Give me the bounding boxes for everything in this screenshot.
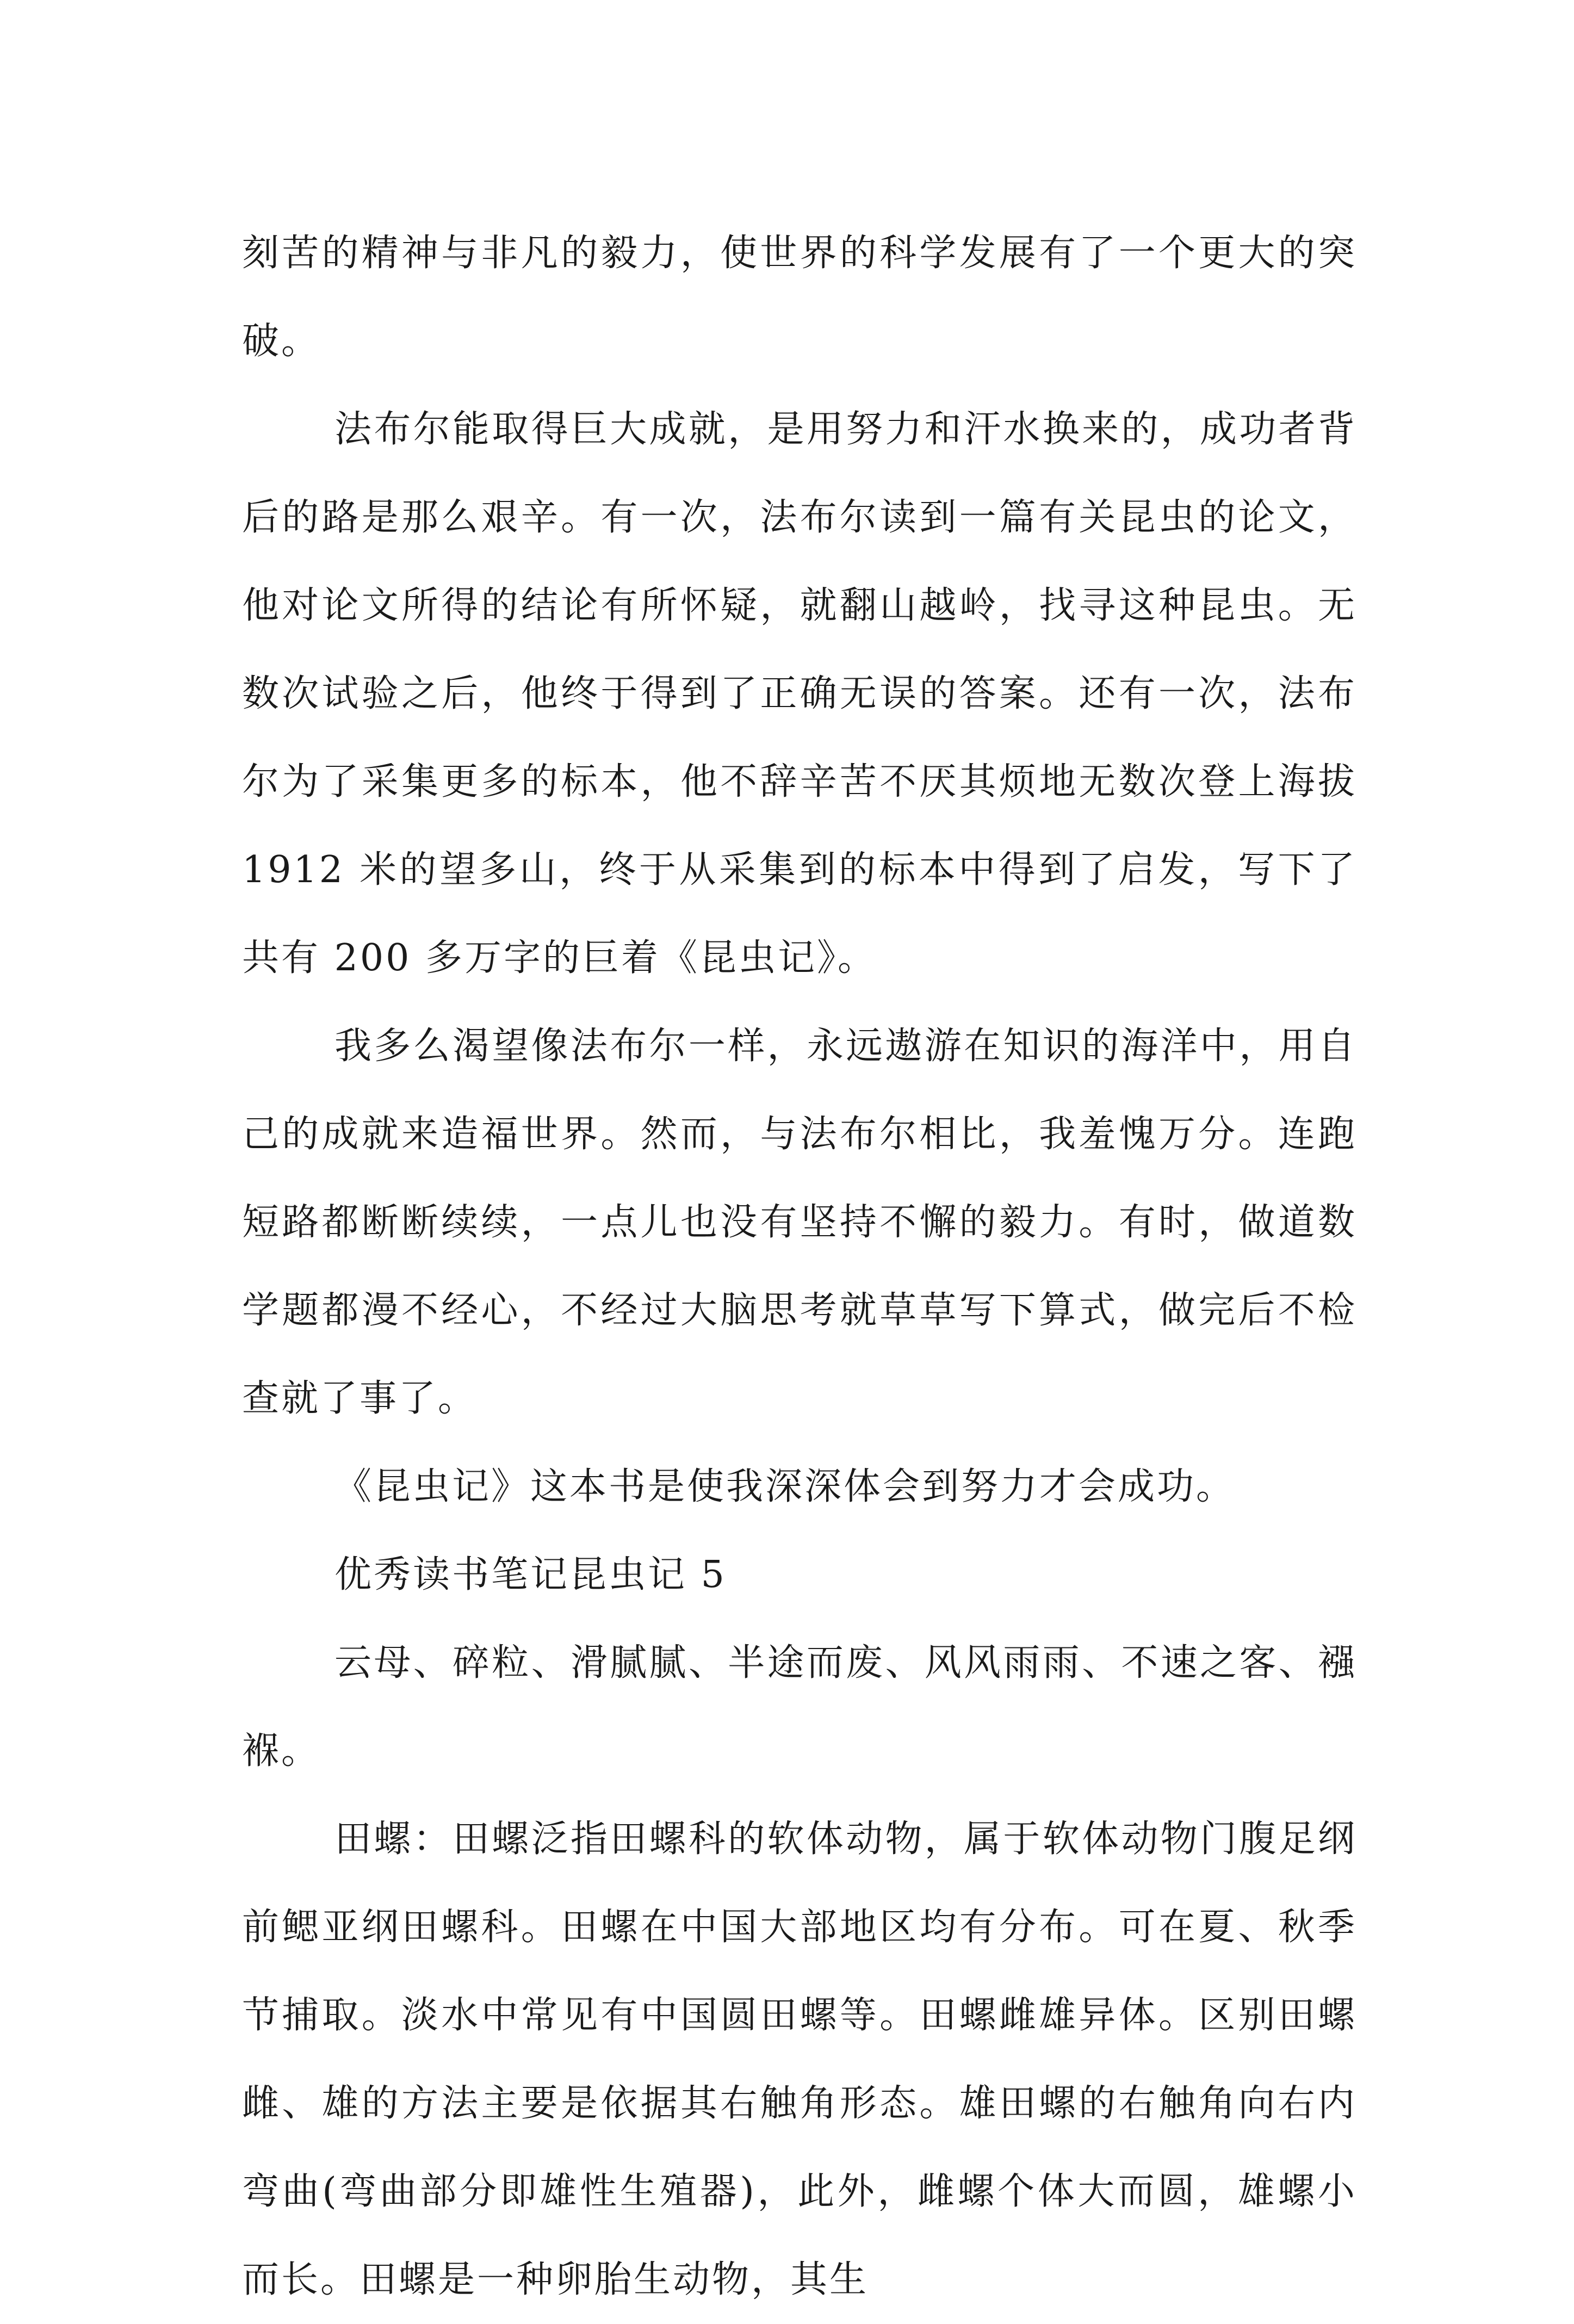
paragraph-tianluo: 田螺：田螺泛指田螺科的软体动物，属于软体动物门腹足纲前鳃亚纲田螺科。田螺在中国大部地区均有分布。可在夏、秋季节捕取。淡水中常见有中国圆田螺等。田螺雌雄异体。区别田螺雌、雄的方法主要是依据其右触角形态。雄田螺的右触角向右内弯曲(弯曲部分即雄性生殖器)，此外，雌螺个体大而圆，雄螺小而长。田螺是一种卵胎生动物，其生 — [242, 1818, 1357, 2301]
paragraph-1: 刻苦的精神与非凡的毅力，使世界的科学发展有了一个更大的突破。 — [242, 232, 1357, 363]
document-body — [242, 209, 1357, 2324]
section-heading: 优秀读书笔记昆虫记 5 — [334, 1553, 727, 1596]
paragraph-vocabulary: 云母、碎粒、滑腻腻、半途而废、风风雨雨、不速之客、襁褓。 — [242, 1641, 1357, 1773]
paragraph-3: 我多么渴望像法布尔一样，永远遨游在知识的海洋中，用自己的成就来造福世界。然而，与法布尔相比，我羞愧万分。连跑短路都断断续续，一点儿也没有坚持不懈的毅力。有时，做道数学题都漫不经心，不经过大脑思考就草草写下算式，做完后不检查就了事了。 — [242, 1025, 1357, 1420]
paragraph-2: 法布尔能取得巨大成就，是用努力和汗水换来的，成功者背后的路是那么艰辛。有一次，法布尔读到一篇有关昆虫的论文，他对论文所得的结论有所怀疑，就翻山越岭，找寻这种昆虫。无数次试验之后，他终于得到了正确无误的答案。还有一次，法布尔为了采集更多的标本，他不辞辛苦不厌其烦地无数次登上海拔 1912 米的望多山，终于从采集到的标本中得到了启发，写下了共有 200 多万字的巨着《昆虫记》。 — [242, 408, 1357, 980]
paragraph-4: 《昆虫记》这本书是使我深深体会到努力才会成功。 — [334, 1465, 1236, 1508]
